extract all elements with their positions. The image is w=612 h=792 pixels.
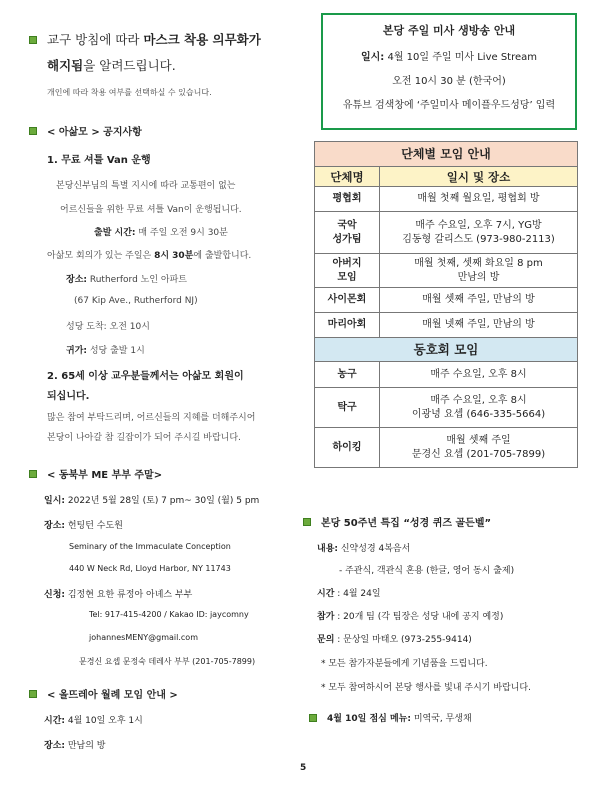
senior-member-title-2: 되십니다. xyxy=(47,391,90,402)
shuttle-title: 1. 무료 셔틀 Van 운행 xyxy=(47,155,151,166)
groups-col-info: 일시 및 장소 xyxy=(380,167,578,187)
table-row xyxy=(315,362,578,388)
club-name: 농구 xyxy=(315,362,380,388)
group-name: 아버지 모임 xyxy=(315,254,380,288)
live-stream-youtube: 유튜브 검색창에 ‘주일미사 메이플우드성당’ 입력 xyxy=(342,100,556,111)
page-number: 5 xyxy=(300,763,307,773)
table-row xyxy=(315,288,578,313)
oltrea-section-title: < 올뜨레아 월례 모임 안내 > xyxy=(29,686,178,701)
me-contact-2: 문경신 요셉 문정숙 데레사 부부 (201-705-7899) xyxy=(79,657,256,666)
group-info: 매주 수요일, 오후 7시, YG방 김동형 갈리스도 (973-980-2113) xyxy=(380,212,578,254)
clubs-title-row xyxy=(315,338,578,362)
square-bullet-icon xyxy=(29,690,37,698)
quiz-section-title: 본당 50주년 특집 “성경 퀴즈 골든벨” xyxy=(303,514,491,529)
group-info: 매월 첫째 월요일, 평협회 방 xyxy=(380,187,578,212)
quiz-join: 참가 : 20개 팀 (각 팀장은 성당 내에 공지 예정) xyxy=(317,612,504,622)
me-place: 장소: 헌팅턴 수도원 xyxy=(44,521,123,531)
table-row xyxy=(315,388,578,428)
me-apply: 신청: 김정현 요한 류정아 아녜스 부부 xyxy=(44,590,193,600)
shuttle-departure: 출발 시간: 매 주일 오전 9시 30분 xyxy=(94,228,228,238)
table-row xyxy=(315,313,578,338)
shuttle-place: 장소: Rutherford 노인 아파트 xyxy=(66,275,188,285)
group-name: 마리아회 xyxy=(315,313,380,338)
groups-table-title-row xyxy=(315,142,578,167)
live-stream-title: 본당 주일 미사 생방송 안내 xyxy=(382,24,516,37)
groups-table-header-row xyxy=(315,167,578,187)
group-info: 매월 첫째, 셋째 화요일 8 pm 만남의 방 xyxy=(380,254,578,288)
quiz-contact: 문의 : 문상일 마태오 (973-255-9414) xyxy=(317,635,472,645)
group-info: 매월 넷째 주일, 만남의 방 xyxy=(380,313,578,338)
mask-notice-line2: 해지됨을 알려드립니다. xyxy=(47,58,176,73)
group-name: 평협회 xyxy=(315,187,380,212)
club-info: 매월 셋째 주일 문경신 요셉 (201-705-7899) xyxy=(380,428,578,468)
senior-member-title-1: 2. 65세 이상 교우분들께서는 아삶모 회원이 xyxy=(47,371,244,382)
oltrea-time: 시간: 4월 10일 오후 1시 xyxy=(44,716,143,726)
group-name: 국악 성가팀 xyxy=(315,212,380,254)
table-row xyxy=(315,212,578,254)
square-bullet-icon xyxy=(303,518,311,526)
quiz-content-sub: - 주관식, 객관식 혼용 (한글, 영어 동시 출제) xyxy=(339,566,515,576)
shuttle-text-1: 본당신부님의 특별 지시에 따라 교통편이 없는 xyxy=(56,181,236,191)
table-row xyxy=(315,254,578,288)
live-stream-time: 오전 10시 30 분 (한국어) xyxy=(392,76,506,87)
square-bullet-icon xyxy=(29,127,37,135)
club-name: 하이킹 xyxy=(315,428,380,468)
quiz-note-1: * 모든 참가자분들에게 기념품을 드립니다. xyxy=(321,659,488,669)
club-info: 매주 수요일, 오후 8시 이광녕 요셉 (646-335-5664) xyxy=(380,388,578,428)
shuttle-text-2: 어르신들을 위한 무료 셔틀 Van이 운행됩니다. xyxy=(60,205,242,215)
quiz-note-2: * 모두 참여하시어 본당 행사를 빛내 주시기 바랍니다. xyxy=(321,683,531,693)
square-bullet-icon xyxy=(29,36,37,44)
shuttle-return: 귀가: 성당 출발 1시 xyxy=(66,346,145,356)
senior-member-text-1: 많은 참여 부탁드리며, 어르신들의 지혜를 더해주시어 xyxy=(47,413,256,423)
me-tel: Tel: 917-415-4200 / Kakao ID: jaycomny xyxy=(89,610,249,619)
me-date: 일시: 2022년 5월 28일 (토) 7 pm~ 30일 (월) 5 pm xyxy=(44,496,260,506)
square-bullet-icon xyxy=(309,714,317,722)
club-name: 탁구 xyxy=(315,388,380,428)
quiz-content: 내용: 신약성경 4복음서 xyxy=(317,544,411,554)
lunch-menu: 4월 10일 점심 메뉴: 미역국, 무생채 xyxy=(309,711,472,724)
clubs-title: 동호회 모임 xyxy=(315,338,578,362)
mask-notice-note: 개인에 따라 착용 여부를 선택하실 수 있습니다. xyxy=(47,88,212,97)
asalmo-section-title: < 아삶모 > 공지사항 xyxy=(29,123,142,138)
table-row xyxy=(315,428,578,468)
senior-member-text-2: 본당이 나아갈 참 길잡이가 되어 주시길 바랍니다. xyxy=(47,433,241,443)
me-section-title: < 동북부 ME 부부 주말> xyxy=(29,466,162,481)
groups-table-title: 단체별 모임 안내 xyxy=(315,142,578,167)
groups-col-name: 단체명 xyxy=(315,167,380,187)
group-name: 사이몬회 xyxy=(315,288,380,313)
mask-notice-line1: 교구 방침에 따라 마스크 착용 의무화가 xyxy=(29,30,261,48)
me-address: 440 W Neck Rd, Lloyd Harbor, NY 11743 xyxy=(69,564,231,573)
live-stream-date: 일시: 4월 10일 주일 미사 Live Stream xyxy=(360,52,538,63)
club-info: 매주 수요일, 오후 8시 xyxy=(380,362,578,388)
quiz-time: 시간 : 4월 24일 xyxy=(317,589,381,599)
oltrea-place: 장소: 만남의 방 xyxy=(44,741,106,751)
groups-table xyxy=(314,141,578,468)
me-seminary: Seminary of the Immaculate Conception xyxy=(69,542,231,551)
shuttle-meeting-departure: 아삶모 회의가 있는 주일은 8시 30분에 출발합니다. xyxy=(47,251,252,261)
live-stream-box xyxy=(321,13,577,130)
shuttle-arrival: 성당 도착: 오전 10시 xyxy=(66,322,150,332)
table-row xyxy=(315,187,578,212)
me-email[interactable]: johannesMENY@gmail.com xyxy=(89,633,198,642)
group-info: 매월 셋째 주일, 만남의 방 xyxy=(380,288,578,313)
square-bullet-icon xyxy=(29,470,37,478)
shuttle-address: (67 Kip Ave., Rutherford NJ) xyxy=(74,296,198,306)
